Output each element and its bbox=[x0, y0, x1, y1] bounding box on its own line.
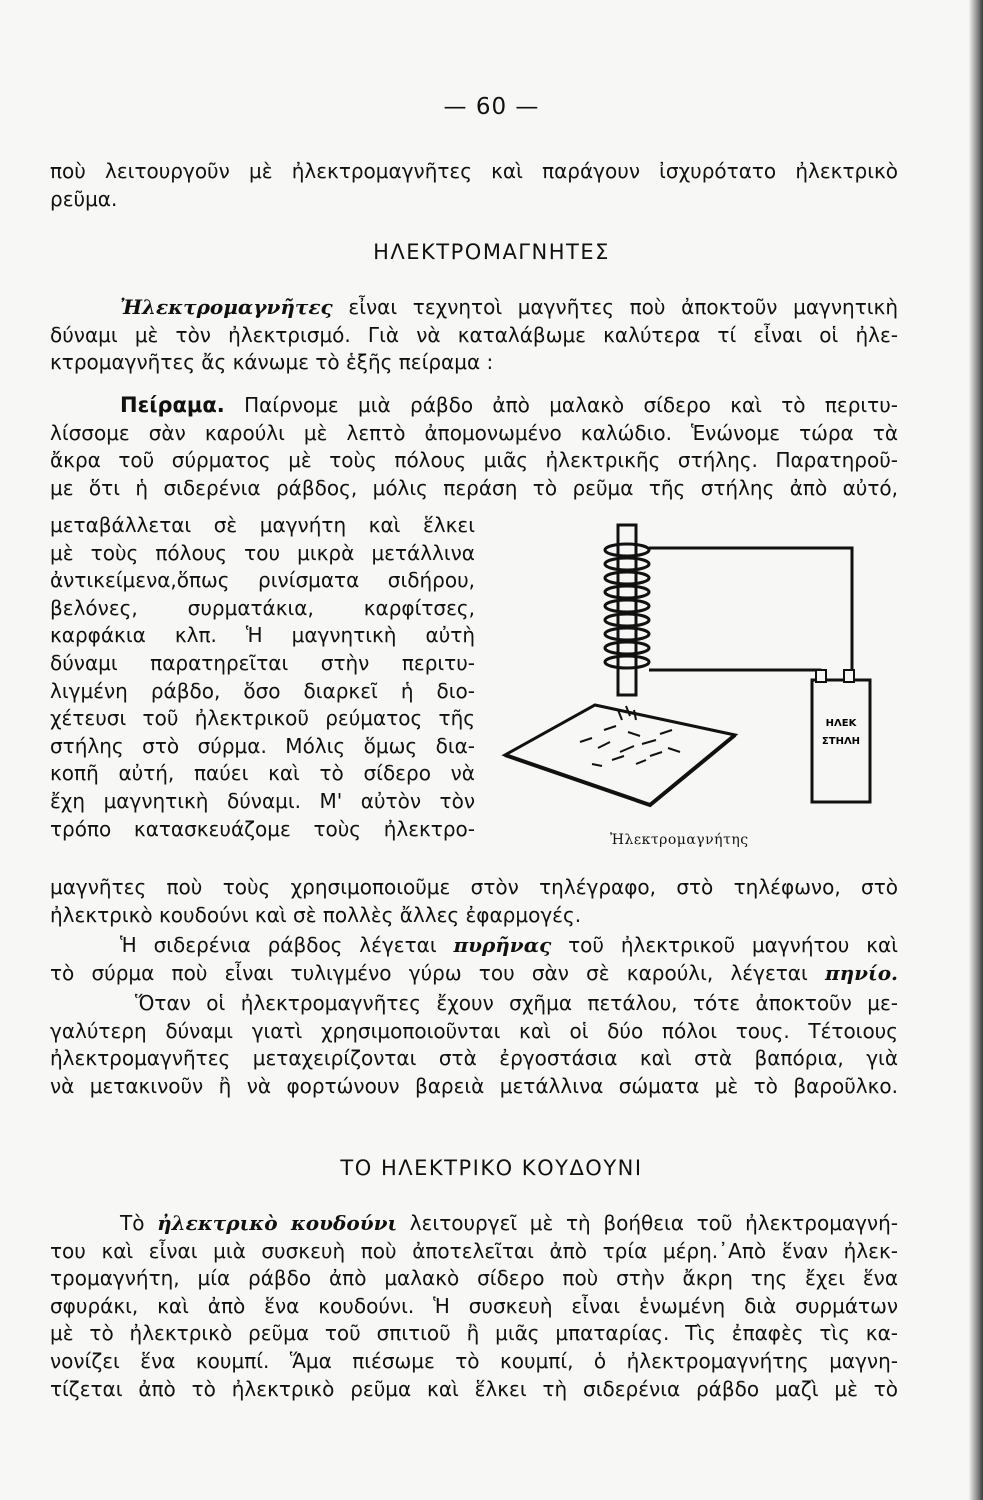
paragraph-definition bbox=[50, 294, 898, 377]
text-line: καρφάκια κλπ. Ἡ μαγνητικὴ αὐτὴ bbox=[50, 623, 475, 648]
text-line: ἠλεκτρομαγνῆτες μεταχειρίζονται στὰ ἐργοστάσια καὶ στὰ βαπόρια, γιὰ bbox=[50, 1046, 898, 1071]
text-line: ποὺ λειτουργοῦν μὲ ἠλεκτρομαγνῆτες καὶ παράγουν ἰσχυρότατο ἠλεκτρικὸ bbox=[50, 159, 898, 183]
text-line: νονίζει ἕνα κουμπί. Ἅμα πιέσωμε τὸ κουμπί, ὁ ἠλεκτρομαγνήτης μαγνη- bbox=[50, 1348, 898, 1373]
text-line: βελόνες, συρματάκια, καρφίτσες, bbox=[50, 595, 475, 620]
battery-terminal-left bbox=[816, 670, 826, 682]
section-heading-electromagnets: ΗΛΕΚΤΡΟΜΑΓΝΗΤΕΣ bbox=[373, 240, 610, 264]
text-line: δύναμι μὲ τὸν ἠλεκτρισμό. Γιὰ νὰ καταλάβωμε καλύτερα τί εἶναι οἱ ἠλε- bbox=[50, 322, 898, 347]
text-line: τίζεται ἀπὸ τὸ ἠλεκτρικὸ ρεῦμα καὶ ἕλκει τὴ σιδερένια ράβδο μαζὶ μὲ τὸ bbox=[50, 1376, 898, 1401]
text-line: μὲ τὸ ἠλεκτρικὸ ρεῦμα τοῦ σπιτιοῦ ἢ μιᾶς μπαταρίας. Τὶς ἐπαφὲς τὶς κα- bbox=[50, 1321, 898, 1346]
text-line: Ἠλεκτρομαγνῆτες εἶναι τεχνητοὶ μαγνῆτες ποὺ ἀποκτοῦν μαγνητικὴ bbox=[120, 295, 898, 319]
text-line: χέτευσι τοῦ ἠλεκτρικοῦ ρεύματος τῆς bbox=[50, 706, 475, 731]
section-heading-electric-bell: ΤΟ ΗΛΕΚΤΡΙΚΟ ΚΟΥΔΟΥΝΙ bbox=[340, 1156, 643, 1180]
term-core: πυρῆνας bbox=[453, 933, 552, 957]
text-line: του καὶ εἶναι μιὰ συσκευὴ ποὺ ἀποτελεῖται ἀπὸ τρία μέρη.᾿Απὸ ἕναν ἠλεκ- bbox=[50, 1238, 898, 1263]
paragraph-experiment bbox=[50, 392, 898, 502]
battery-label-1: ΗΛΕΚ bbox=[825, 718, 857, 729]
text-line: γαλύτερη δύναμι γιατὶ χρησιμοποιοῦνται καὶ οἱ δύο πόλοι τους. Τέτοιους bbox=[50, 1018, 898, 1043]
intro-paragraph bbox=[50, 158, 898, 213]
text-line: κοπῆ αὐτή, παύει καὶ τὸ σίδερο νὰ bbox=[50, 761, 475, 786]
figure-caption: Ἠλεκτρομαγνήτης bbox=[610, 832, 749, 848]
text-line: τρομαγνήτη, μία ράβδο ἀπὸ μαλακὸ σίδερο ποὺ στὴν ἄκρη της ἔχει ἕνα bbox=[50, 1266, 898, 1291]
battery-terminal-right bbox=[844, 670, 854, 682]
text-line: νὰ μετακινοῦν ἢ νὰ φορτώνουν βαρειὰ μετάλλινα σώματα μὲ τὸ βαροῦλκο. bbox=[50, 1073, 898, 1098]
text-line: ἄκρα τοῦ σύρματος μὲ τοὺς πόλους μιᾶς ἠλεκτρικῆς στήλης. Παρατηροῦ- bbox=[50, 448, 898, 473]
tray-edge bbox=[505, 735, 735, 805]
text-line: Τὸ ἠλεκτρικὸ κουδούνι λειτουργεῖ μὲ τὴ βοήθεια τοῦ ἠλεκτρομαγνή- bbox=[120, 1211, 898, 1235]
text-line: στήλης στὸ σύρμα. Μόλις ὅμως δια- bbox=[50, 733, 475, 758]
term-coil: πηνίο. bbox=[824, 960, 898, 985]
page-edge-shadow bbox=[969, 0, 983, 1500]
electromagnet-figure bbox=[500, 520, 880, 830]
page-number: — 60 — bbox=[443, 94, 540, 120]
text-line: Πείραμα. Παίρνομε μιὰ ράβδο ἀπὸ μαλακὸ σίδερο καὶ τὸ περιτυ- bbox=[120, 393, 898, 417]
text-line: ἠλεκτρικὸ κουδούνι καὶ σὲ πολλὲς ἄλλες ἐφαρμογές. bbox=[50, 902, 582, 927]
paragraph-experiment-narrow bbox=[50, 512, 475, 843]
battery-label-2: ΣΤΗΛΗ bbox=[821, 736, 861, 747]
text-line: λιγμένη ράβδο, ὅσο διαρκεῖ ἡ διο- bbox=[50, 678, 475, 703]
text-line: ἀντικείμενα,ὅπως ρινίσματα σιδήρου, bbox=[50, 568, 475, 593]
paragraph-core-coil bbox=[50, 932, 898, 987]
iron-filings bbox=[580, 706, 680, 766]
term-electromagnets: Ἠλεκτρομαγνῆτες bbox=[120, 295, 333, 319]
text-line: σφυράκι, καὶ ἀπὸ ἕνα κουδούνι. Ἡ συσκευὴ εἶναι ἑνωμένη διὰ συρμάτων bbox=[50, 1293, 898, 1318]
filings-tray bbox=[505, 705, 735, 805]
wire-bottom bbox=[649, 670, 820, 675]
text-line: ἔχη μαγνητικὴ δύναμι. Μ' αὐτὸν τὸν bbox=[50, 788, 475, 813]
paragraph-experiment-end bbox=[50, 874, 898, 929]
text-line: Ὅταν οἱ ἠλεκτρομαγνῆτες ἔχουν σχῆμα πετάλου, τότε ἀποκτοῦν με- bbox=[135, 991, 898, 1015]
paragraph-horseshoe bbox=[50, 990, 898, 1100]
term-electric-bell: ἠλεκτρικὸ κουδούνι bbox=[157, 1211, 398, 1235]
text-line: τρόπο κατασκευάζομε τοὺς ἠλεκτρο- bbox=[50, 816, 475, 841]
text-line: μεταβάλλεται σὲ μαγνήτη καὶ ἕλκει bbox=[50, 513, 475, 537]
text-line: δύναμι παρατηρεῖται στὴν περιτυ- bbox=[50, 650, 475, 675]
wire-top bbox=[649, 548, 852, 670]
text-line: μαγνῆτες ποὺ τοὺς χρησιμοποιοῦμε στὸν τηλέγραφο, στὸ τηλέφωνο, στὸ bbox=[50, 875, 898, 899]
text-line: λίσσομε σὰν καρούλι μὲ λεπτὸ ἀπομονωμένο καλώδιο. Ἑνώνομε τώρα τὰ bbox=[50, 420, 898, 445]
lead-experiment: Πείραμα. bbox=[120, 393, 225, 417]
text-line: ρεῦμα. bbox=[50, 186, 118, 211]
paragraph-electric-bell bbox=[50, 1210, 898, 1403]
text-line: Ἡ σιδερένια ράβδος λέγεται πυρῆνας τοῦ ἠλεκτρικοῦ μαγνήτου καὶ bbox=[120, 933, 898, 957]
text-line: με ὅτι ἡ σιδερένια ράβδος, μόλις περάση τὸ ρεῦμα τῆς στήλης ἀπὸ αὐτό, bbox=[50, 475, 898, 500]
text-line: τὸ σύρμα ποὺ εἶναι τυλιγμένο γύρω του σὰν σὲ καρούλι, λέγεται πηνίο. bbox=[50, 960, 898, 985]
text-line: κτρομαγνῆτες ἄς κάνωμε τὸ ἑξῆς πείραμα : bbox=[50, 350, 494, 375]
text-line: μὲ τοὺς πόλους του μικρὰ μετάλλινα bbox=[50, 540, 475, 565]
